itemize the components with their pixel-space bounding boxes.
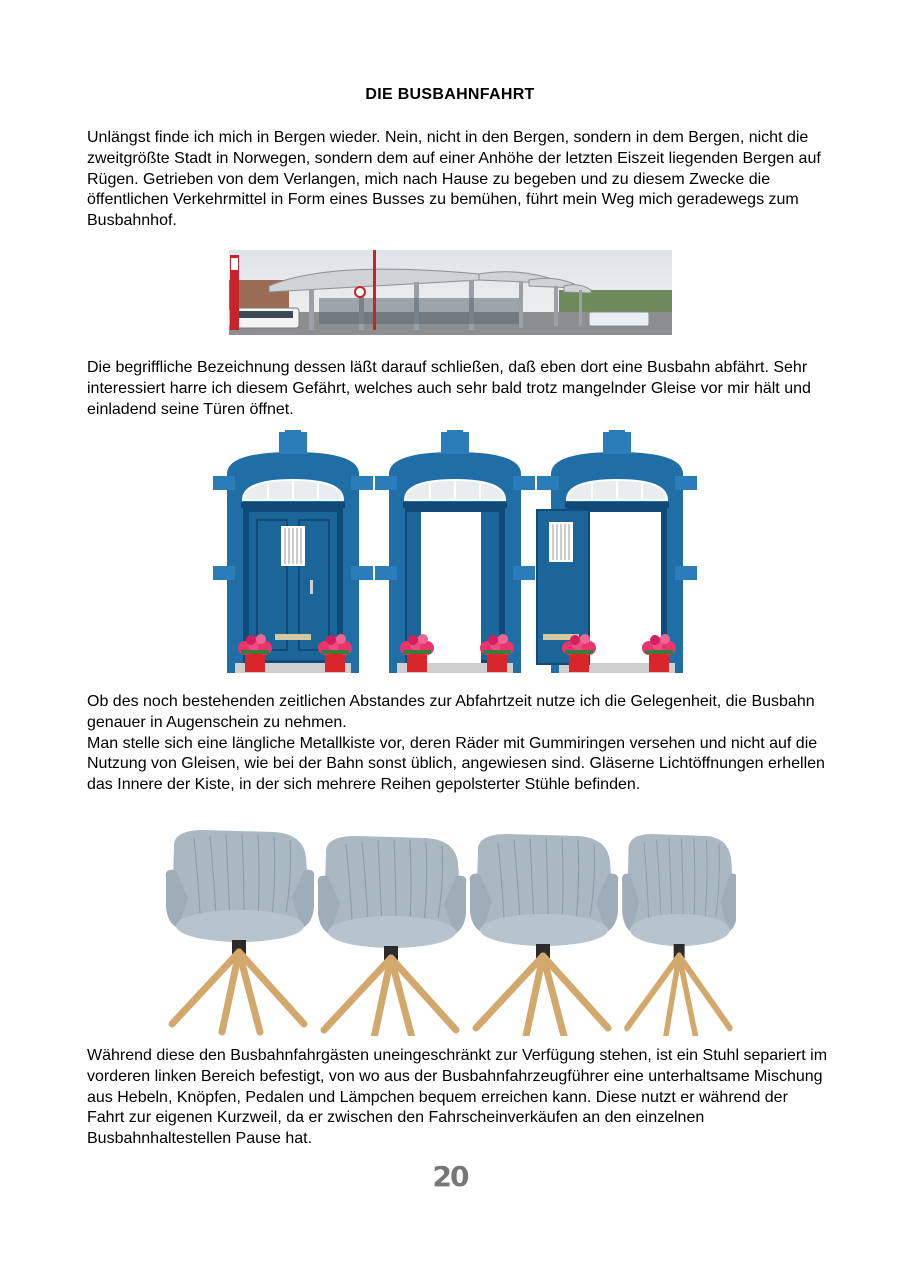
bus-station-photo (229, 250, 672, 335)
door-half-open (537, 430, 697, 673)
page-title: DIE BUSBAHNFAHRT (365, 86, 535, 103)
door-closed (213, 430, 373, 673)
paragraph-text: Unlängst finde ich mich in Bergen wieder. Nein, nicht in den Bergen, sondern in dem Bergen, nicht die zweitgrößte Stadt in Norwegen, sondern dem auf einer Anhöhe der letzten Eiszeit liegenden Bergen auf Rügen. Getrieben von dem Verlangen, mich nach Hause zu begeben und zu diesem Zwecke die öffentlichen Verkehrmittel in Form eines Busses zu bemühen, führt mein Weg mich geradewegs zum Busbahnhof. (87, 129, 821, 230)
paragraph-4 (87, 1046, 827, 1150)
chair (166, 830, 315, 1032)
paragraph-2 (87, 358, 827, 420)
paragraph-text: Die begriffliche Bezeichnung dessen läßt darauf schließen, daß eben dort eine Busbahn abfährt. Sehr interessiert harre ich diesem Gefährt, welches auch sehr bald trotz mangelnder Gleise vor mir hält und einladend seine Türen öffnet. (87, 359, 811, 418)
chair (622, 834, 736, 1036)
chair (318, 836, 467, 1036)
page-number: 20 (432, 1160, 468, 1193)
chairs-illustration (162, 828, 736, 1036)
paragraph-text: Man stelle sich eine längliche Metallkiste vor, deren Räder mit Gummiringen versehen und nicht auf die Nutzung von Gleisen, wie bei der Bahn sonst üblich, angewiesen sind. Gläserne Lichtöffnungen erhellen das Innere der Kiste, in der sich mehrere Reihen gepolsterter Stühle befinden. (87, 734, 825, 794)
chair (470, 834, 619, 1036)
blue-doors-illustration (213, 430, 699, 673)
paragraph-3 (87, 692, 827, 796)
paragraph-text: Ob des noch bestehenden zeitlichen Abstandes zur Abfahrtzeit nutze ich die Gelegenheit, die Busbahn genauer in Augenschein zu nehmen. (87, 693, 815, 731)
door-open (375, 430, 535, 673)
paragraph-1 (87, 128, 827, 232)
paragraph-text: Während diese den Busbahnfahrgästen uneingeschränkt zur Verfügung stehen, ist ein Stuhl separiert im vorderen linken Bereich befestigt, von wo aus der Busbahnfahrzeugführer eine unterhaltsame Mischung aus Hebeln, Knöpfen, Pedalen und Lämpchen bequem erreichen kann. Diese nutzt er während der Fahrt zur eigenen Kurzweil, da er zwischen den Fahrscheinverkäufen an den einzelnen Busbahnhaltestellen Pause hat. (87, 1047, 828, 1148)
